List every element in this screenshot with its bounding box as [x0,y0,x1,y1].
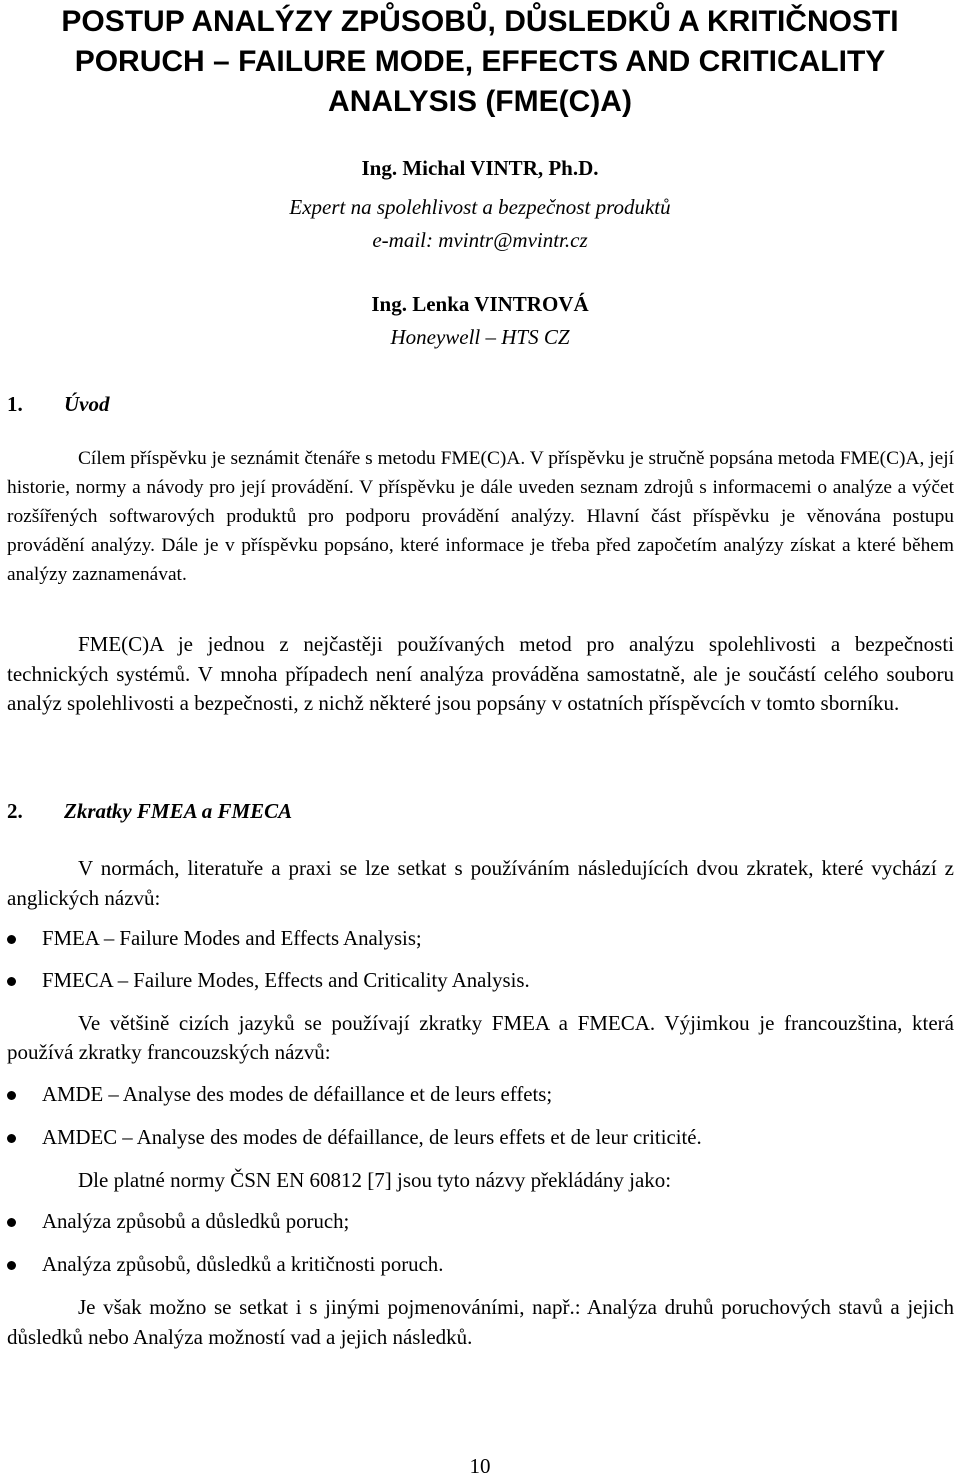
title-line-1: POSTUP ANALÝZY ZPŮSOBŮ, DŮSLEDKŮ A KRITIČNOSTI [61,5,899,38]
author-1-role: Expert na spolehlivost a bezpečnost produktů [289,195,671,219]
paragraph: Ve většině cizích jazyků se používají zkratky FMEA a FMECA. Výjimkou je francouzština, která používá zkratky francouzských názvů: [7,1011,954,1064]
author-2-name: Ing. Lenka VINTROVÁ [371,292,589,316]
bullet-icon [7,1091,16,1100]
section-2-title: Zkratky FMEA a FMECA [64,799,293,823]
bullet-icon [7,1261,16,1270]
bullet-icon [7,1134,16,1143]
section-1-body [7,444,954,589]
author-1-name: Ing. Michal VINTR, Ph.D. [361,156,599,180]
bullet-icon [7,935,16,944]
paper-title [0,2,960,122]
paragraph: Je však možno se setkat i s jinými pojmenováními, např.: Analýza druhů poruchových stavů a jejich důsledků nebo Analýza možností vad a jejich následků. [7,1295,954,1349]
section-2-para-3 [7,1166,954,1195]
section-1-number: 1. [7,392,23,416]
bullet-icon [7,1218,16,1227]
section-2-number: 2. [7,799,23,823]
section-2-para-4 [7,1293,954,1352]
section-1-title: Úvod [64,392,110,416]
page-number: 10 [469,1454,491,1478]
section-2-intro [7,853,954,913]
section-1-body-2 [7,630,954,719]
author-2-role: Honeywell – HTS CZ [390,325,570,349]
section-2-para-2 [7,1009,954,1067]
paragraph: Cílem příspěvku je seznámit čtenáře s metodu FME(C)A. V příspěvku je stručně popsána metoda FME(C)A, její historie, normy a návody pro její provádění. V příspěvku je dále uveden seznam zdrojů s informacemi o analýze a výčet rozšířených softwarových produktů pro podporu provádění analýzy. Hlavní část příspěvku je věnována postupu provádění analýzy. Dále je v příspěvku popsáno, které informace je třeba před započetím analýzy získat a které během analýzy zaznamenávat. [7,448,954,585]
section-2-heading [7,797,292,825]
paragraph: Dle platné normy ČSN EN 60812 [7] jsou tyto názvy překládány jako: [78,1168,672,1192]
section-1-heading [7,390,110,418]
author-1-email[interactable]: e-mail: mvintr@mvintr.cz [372,228,588,252]
title-line-3: ANALYSIS (FME(C)A) [328,85,632,118]
bullet-icon [7,977,16,986]
paragraph: FME(C)A je jednou z nejčastěji používaných metod pro analýzu spolehlivosti a bezpečnosti technických systémů. V mnoha případech není analýza prováděna samostatně, ale je součástí celého souboru analýz spolehlivosti a bezpečnosti, z nichž některé jsou popsány v ostatních příspěvcích v tomto sborníku. [7,632,954,715]
paragraph: V normách, literatuře a praxi se lze setkat s používáním následujících dvou zkratek, které vychází z anglických názvů: [7,856,954,910]
title-line-2: PORUCH – FAILURE MODE, EFFECTS AND CRITICALITY [74,45,886,78]
